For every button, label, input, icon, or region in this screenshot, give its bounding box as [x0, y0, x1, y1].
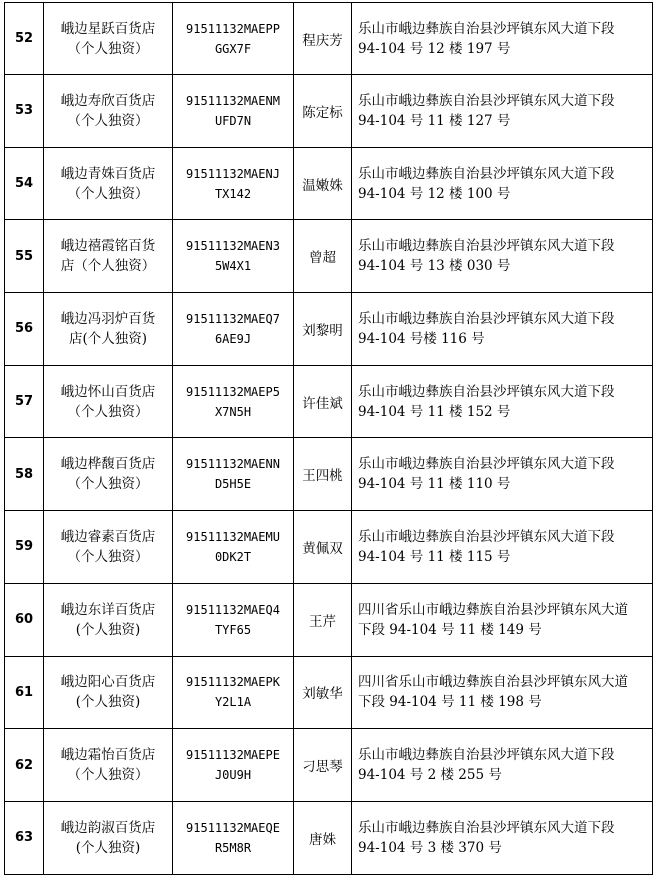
business-name-line: （个人独资） — [67, 40, 149, 57]
business-name — [44, 438, 173, 511]
business-name — [44, 293, 173, 366]
address — [352, 293, 653, 366]
address-line: 四川省乐山市峨边彝族自治县沙坪镇东风大道 — [358, 601, 628, 618]
address-line: 94-104 号楼 116 号 — [358, 330, 485, 347]
credit-code-line: 91511132MAENM — [186, 93, 280, 108]
credit-code-line: 91511132MAEPK — [186, 675, 280, 690]
address-line: 94-104 号 12 楼 197 号 — [358, 40, 511, 57]
business-name-line: 峨边东详百货店 — [60, 601, 156, 618]
address — [352, 583, 653, 656]
row-number: 53 — [5, 75, 44, 148]
credit-code — [173, 729, 294, 802]
credit-code-line: 91511132MAEQE — [186, 820, 280, 835]
address — [352, 75, 653, 148]
table-row — [5, 3, 653, 75]
address-line: 94-104 号 3 楼 370 号 — [358, 839, 502, 856]
business-name — [44, 220, 173, 293]
business-name — [44, 511, 173, 584]
credit-code-line: 91511132MAEP5 — [186, 384, 280, 399]
business-name-line: （个人独资） — [67, 403, 149, 420]
operator-name: 黄佩双 — [294, 511, 352, 584]
address — [352, 656, 653, 729]
business-name — [44, 729, 173, 802]
operator-name: 程庆芳 — [294, 3, 352, 75]
registry-table-body — [5, 3, 653, 875]
credit-code — [173, 583, 294, 656]
credit-code-line: 91511132MAEMU — [186, 529, 280, 544]
business-name-line: (个人独资) — [75, 839, 141, 856]
table-row — [5, 293, 653, 366]
address-line: 94-104 号 11 楼 110 号 — [358, 476, 511, 493]
operator-name: 温嫩姝 — [294, 147, 352, 220]
table-row — [5, 75, 653, 148]
row-number: 63 — [5, 801, 44, 874]
operator-name: 唐姝 — [294, 801, 352, 874]
operator-name: 刘黎明 — [294, 293, 352, 366]
address-line: 94-104 号 2 楼 255 号 — [358, 767, 502, 784]
operator-name: 刘敏华 — [294, 656, 352, 729]
credit-code-line: R5M8R — [214, 840, 252, 855]
address-line: 四川省乐山市峨边彝族自治县沙坪镇东风大道 — [358, 674, 628, 691]
table-row — [5, 729, 653, 802]
table-row — [5, 656, 653, 729]
table-row — [5, 365, 653, 438]
credit-code-line: J0U9H — [214, 768, 252, 783]
operator-name: 曾超 — [294, 220, 352, 293]
business-name-line: (个人独资) — [75, 621, 141, 638]
credit-code-line: X7N5H — [214, 404, 252, 419]
credit-code-line: 91511132MAEQ4 — [186, 602, 280, 617]
business-name-line: 峨边霜怡百货店 — [60, 747, 156, 764]
business-name — [44, 3, 173, 75]
address-line: 下段 94-104 号 11 楼 198 号 — [358, 694, 542, 711]
business-name — [44, 656, 173, 729]
credit-code — [173, 3, 294, 75]
registry-table — [4, 2, 653, 875]
address — [352, 729, 653, 802]
row-number: 61 — [5, 656, 44, 729]
address-line: 乐山市峨边彝族自治县沙坪镇东风大道下段 — [358, 92, 615, 109]
table-row — [5, 438, 653, 511]
business-name-line: (个人独资) — [75, 694, 141, 711]
business-name-line: 峨边星跃百货店 — [60, 20, 156, 37]
credit-code — [173, 438, 294, 511]
address-line: 乐山市峨边彝族自治县沙坪镇东风大道下段 — [358, 238, 615, 255]
business-name-line: 峨边怀山百货店 — [60, 383, 156, 400]
table-row — [5, 583, 653, 656]
credit-code-line: 6AE9J — [214, 331, 252, 346]
business-name — [44, 365, 173, 438]
credit-code-line: 91511132MAENJ — [186, 166, 280, 181]
credit-code-line: D5H5E — [214, 477, 252, 492]
address-line: 乐山市峨边彝族自治县沙坪镇东风大道下段 — [358, 20, 615, 37]
credit-code-line: 0DK2T — [214, 549, 252, 564]
business-name-line: 峨边冯羽炉百货 — [60, 310, 156, 327]
business-name — [44, 583, 173, 656]
credit-code — [173, 147, 294, 220]
operator-name: 陈定标 — [294, 75, 352, 148]
credit-code — [173, 365, 294, 438]
address-line: 乐山市峨边彝族自治县沙坪镇东风大道下段 — [358, 528, 615, 545]
row-number: 59 — [5, 511, 44, 584]
row-number: 58 — [5, 438, 44, 511]
address — [352, 365, 653, 438]
address-line: 94-104 号 13 楼 030 号 — [358, 258, 511, 275]
row-number: 56 — [5, 293, 44, 366]
credit-code-line: GGX7F — [214, 41, 252, 56]
address-line: 乐山市峨边彝族自治县沙坪镇东风大道下段 — [358, 383, 615, 400]
business-name — [44, 147, 173, 220]
operator-name: 王四桃 — [294, 438, 352, 511]
address-line: 乐山市峨边彝族自治县沙坪镇东风大道下段 — [358, 456, 615, 473]
table-row — [5, 220, 653, 293]
address-line: 乐山市峨边彝族自治县沙坪镇东风大道下段 — [358, 310, 615, 327]
business-name-line: 峨边禧霞铭百货 — [60, 238, 156, 255]
row-number: 62 — [5, 729, 44, 802]
table-row — [5, 801, 653, 874]
address-line: 乐山市峨边彝族自治县沙坪镇东风大道下段 — [358, 747, 615, 764]
credit-code — [173, 293, 294, 366]
business-name-line: 峨边睿素百货店 — [60, 528, 156, 545]
credit-code-line: TYF65 — [214, 622, 252, 637]
credit-code — [173, 220, 294, 293]
business-name-line: 峨边阳心百货店 — [60, 674, 156, 691]
credit-code — [173, 656, 294, 729]
row-number: 55 — [5, 220, 44, 293]
credit-code-line: 91511132MAEQ7 — [186, 311, 280, 326]
credit-code-line: 5W4X1 — [214, 259, 252, 274]
row-number: 60 — [5, 583, 44, 656]
credit-code-line: 91511132MAEPP — [186, 21, 280, 36]
operator-name: 许佳斌 — [294, 365, 352, 438]
credit-code — [173, 75, 294, 148]
business-name — [44, 801, 173, 874]
credit-code-line: TX142 — [214, 186, 252, 201]
business-name — [44, 75, 173, 148]
row-number: 57 — [5, 365, 44, 438]
business-name-line: （个人独资） — [67, 185, 149, 202]
business-name-line: 峨边桦馥百货店 — [60, 456, 156, 473]
address — [352, 220, 653, 293]
address — [352, 147, 653, 220]
address — [352, 3, 653, 75]
credit-code — [173, 801, 294, 874]
business-name-line: 峨边青姝百货店 — [60, 165, 156, 182]
business-name-line: 店(个人独资) — [68, 330, 148, 347]
address-line: 乐山市峨边彝族自治县沙坪镇东风大道下段 — [358, 819, 615, 836]
credit-code-line: 91511132MAENN — [186, 457, 280, 472]
credit-code-line: Y2L1A — [214, 695, 252, 710]
business-name-line: 峨边寿欣百货店 — [60, 92, 156, 109]
credit-code — [173, 511, 294, 584]
operator-name: 刁思琴 — [294, 729, 352, 802]
address — [352, 438, 653, 511]
address-line: 乐山市峨边彝族自治县沙坪镇东风大道下段 — [358, 165, 615, 182]
credit-code-line: 91511132MAEPE — [186, 748, 280, 763]
address-line: 94-104 号 11 楼 127 号 — [358, 112, 511, 129]
credit-code-line: UFD7N — [214, 113, 252, 128]
business-name-line: 店（个人独资） — [60, 258, 156, 275]
table-row — [5, 511, 653, 584]
business-name-line: 峨边韵淑百货店 — [60, 819, 156, 836]
table-row — [5, 147, 653, 220]
row-number: 54 — [5, 147, 44, 220]
address — [352, 511, 653, 584]
credit-code-line: 91511132MAEN3 — [186, 239, 280, 254]
business-name-line: （个人独资） — [67, 112, 149, 129]
address-line: 94-104 号 11 楼 152 号 — [358, 403, 511, 420]
address — [352, 801, 653, 874]
address-line: 下段 94-104 号 11 楼 149 号 — [358, 621, 542, 638]
address-line: 94-104 号 12 楼 100 号 — [358, 185, 511, 202]
address-line: 94-104 号 11 楼 115 号 — [358, 548, 511, 565]
operator-name: 王芹 — [294, 583, 352, 656]
row-number: 52 — [5, 3, 44, 75]
business-name-line: （个人独资） — [67, 548, 149, 565]
business-name-line: （个人独资） — [67, 767, 149, 784]
business-name-line: （个人独资） — [67, 476, 149, 493]
